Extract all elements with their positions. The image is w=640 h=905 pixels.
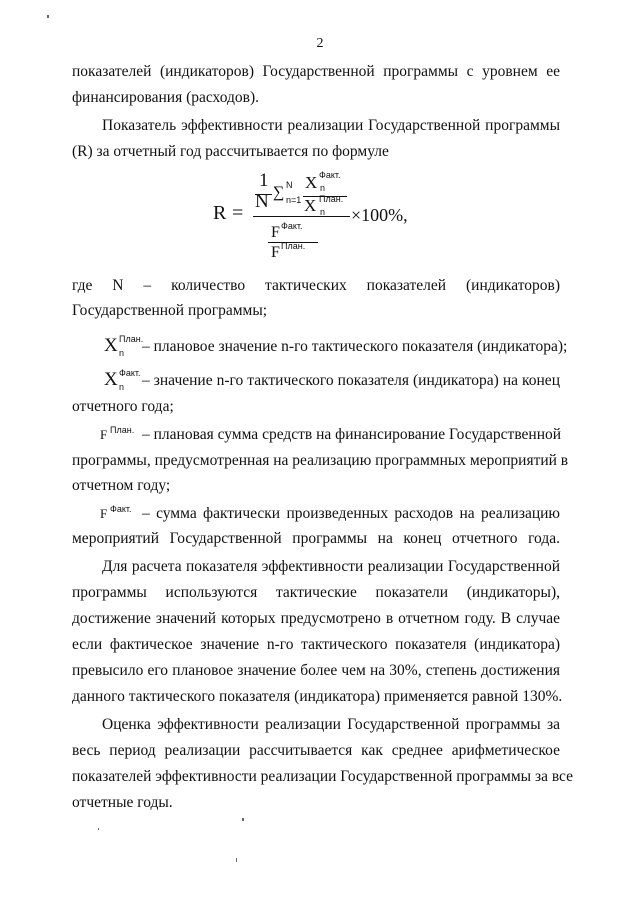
f-symbol: F [271, 224, 280, 241]
x-subscript-n: n [320, 207, 326, 217]
x-subscript-n: n [320, 183, 326, 193]
text-line: программы используются тактические показатели (индикаторы), [72, 584, 560, 601]
definition-f-fakt: F Факт. – сумма фактически произведенных расходов на реализацию [100, 504, 560, 522]
scan-speck [47, 15, 49, 18]
definition-f-plan: F План. – плановая сумма средств на финансирование Государственной [100, 425, 562, 443]
definition-x-fakt: X Факт. n – значение n-го тактического показателя (индикатора) на конец [104, 368, 560, 392]
x-superscript-plan: План. [319, 194, 344, 204]
text-line: (R) за отчетный год рассчитывается по формуле [72, 143, 389, 160]
sum-sign: ∑ [273, 184, 285, 201]
x-fakt-symbol: X Факт. n [104, 368, 141, 392]
text-line: Показатель эффективности реализации Государственной программы [102, 117, 560, 134]
sum-upper-limit: N [286, 180, 293, 190]
text-line: превысило его плановое значение более чем на 30%, степень достижения [72, 662, 560, 679]
x-symbol: X [305, 173, 318, 192]
x-superscript-fakt: Факт. [319, 170, 341, 180]
f-superscript-plan: План. [281, 241, 306, 251]
formula-equals: = [232, 202, 244, 224]
text-line: программы, предусмотренная на реализацию программных мероприятий в [72, 452, 569, 469]
formula-one: 1 [259, 170, 269, 191]
text-line: достижение значений которых предусмотрено в отчетном году. В случае [72, 610, 560, 627]
text-line: Государственной программы; [72, 302, 268, 319]
text-line: отчетного года; [72, 398, 174, 415]
definition-x-plan: X План. n – плановое значение n-го тактического показателя (индикатора); [104, 334, 568, 358]
text-line: где N – количество тактических показателей (индикаторов) [72, 277, 560, 294]
page-number: 2 [316, 36, 324, 51]
scan-speck [98, 828, 99, 830]
f-plan-symbol: F План. [100, 425, 135, 442]
text-line: показателей (индикаторов) Государственной программы с уровнем ее [72, 63, 560, 80]
sum-lower-limit: n=1 [286, 195, 302, 205]
text-line: данного тактического показателя (индикатора) применяется равной 130%. [72, 688, 563, 705]
text-line: отчетном году; [72, 477, 171, 494]
text-line: отчетные годы. [72, 794, 173, 811]
text-line: Для расчета показателя эффективности реализации Государственной [102, 558, 560, 575]
text-line: мероприятий Государственной программы на конец отчетного года. [72, 530, 560, 547]
text-line: Оценка эффективности реализации Государственной программы за [102, 716, 560, 733]
text-line: показателей эффективности реализации Государственной программы за все [72, 768, 574, 785]
formula-r: R [213, 202, 227, 224]
scan-speck [242, 818, 244, 821]
scan-speck [236, 858, 237, 862]
f-superscript-fakt: Факт. [281, 221, 303, 231]
text-line: финансирования (расходов). [72, 89, 259, 106]
x-plan-symbol: X План. n [104, 334, 144, 358]
formula-times-100: ×100%, [351, 205, 408, 225]
x-symbol: X [304, 196, 317, 215]
formula-n: N [255, 191, 269, 212]
f-symbol: F [271, 244, 280, 261]
text-line: если фактическое значение n-го тактического показателя (индикатора) [72, 636, 560, 653]
f-fakt-symbol: F Факт. [100, 504, 132, 521]
text-line: весь период реализации рассчитывается как среднее арифметическое [72, 742, 560, 759]
